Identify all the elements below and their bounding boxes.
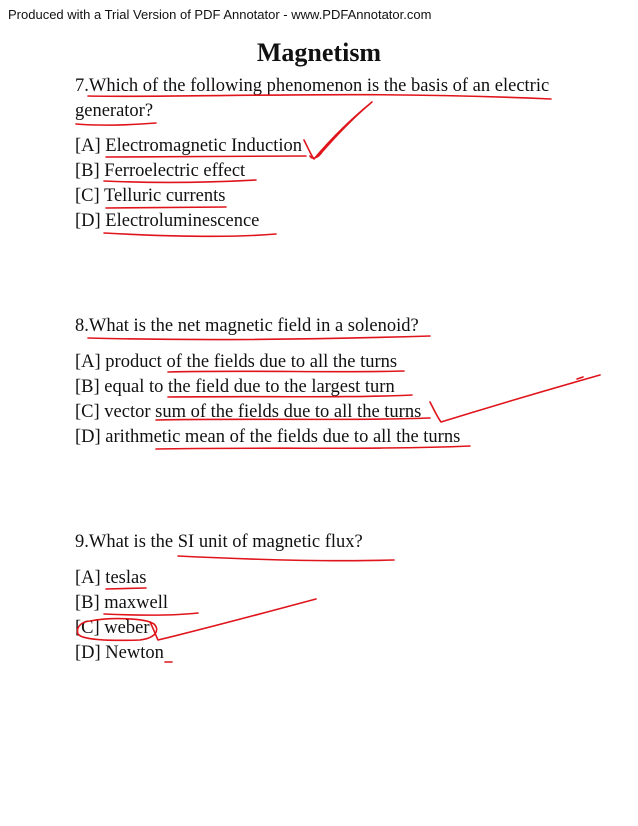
ink-underline bbox=[106, 156, 306, 157]
page-title: Magnetism bbox=[256, 38, 382, 67]
question-9-option-a: [A] teslas bbox=[75, 568, 147, 588]
watermark: Produced with a Trial Version of PDF Annotator - www.PDFAnnotator.com bbox=[8, 7, 432, 22]
question-9-option-c: [C] weber bbox=[75, 618, 150, 638]
question-7-text: 7.Which of the following phenomenon is the basis of an electric bbox=[75, 76, 550, 96]
question-8-option-a: [A] product of the fields due to all the turns bbox=[75, 352, 398, 372]
question-7-text-cont: generator? bbox=[75, 101, 154, 121]
question-9-text: 9.What is the SI unit of magnetic flux? bbox=[75, 532, 363, 552]
question-7-option-a: [A] Electromagnetic Induction bbox=[75, 136, 303, 156]
question-8-text: 8.What is the net magnetic field in a solenoid? bbox=[75, 316, 419, 336]
ink-underline bbox=[106, 588, 146, 589]
ink-mark bbox=[577, 377, 583, 379]
question-7-option-b: [B] Ferroelectric effect bbox=[75, 161, 246, 181]
ink-underline bbox=[106, 207, 226, 208]
question-8-option-c: [C] vector sum of the fields due to all the turns bbox=[75, 402, 422, 422]
ink-underline bbox=[76, 123, 156, 125]
ink-checkmark bbox=[150, 599, 316, 640]
question-7-option-c: [C] Telluric currents bbox=[75, 186, 226, 206]
ink-underline bbox=[178, 556, 394, 561]
ink-checkmark bbox=[304, 102, 372, 159]
question-9-option-d: [D] Newton bbox=[75, 643, 164, 663]
ink-underline bbox=[104, 233, 276, 236]
question-8-option-b: [B] equal to the field due to the largest turn bbox=[75, 377, 395, 397]
question-9-option-b: [B] maxwell bbox=[75, 593, 168, 613]
question-7-option-d: [D] Electroluminescence bbox=[75, 211, 260, 231]
question-8-option-d: [D] arithmetic mean of the fields due to all the turns bbox=[75, 427, 461, 447]
ink-underline bbox=[88, 336, 430, 339]
ink-underline bbox=[104, 613, 198, 615]
ink-checkmark bbox=[430, 375, 600, 422]
